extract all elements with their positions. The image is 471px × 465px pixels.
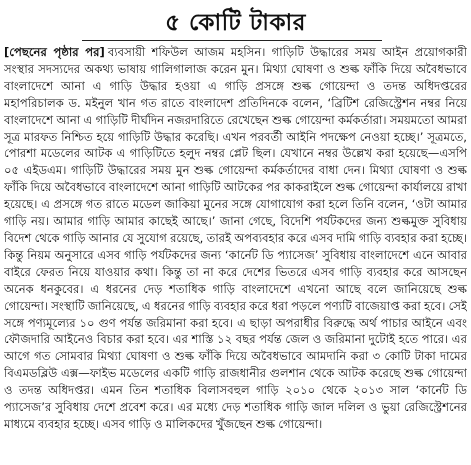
- news-clipping: [4, 4, 467, 461]
- headline-area: [4, 4, 467, 44]
- headline-rule: [82, 40, 382, 41]
- article-body: [4, 44, 467, 461]
- article-body-text: ব্যবসায়ী শফিউল আজম মহসিন। গাড়িটি উদ্ধারের সময় আইন প্রয়োগকারী সংস্থার সদস্যদের অকথ্য ভাষায় গালিগালাজ করেন মুন। মিথ্যা ঘোষণা ও শুল্ক ফাঁকি দিয়ে অবৈধভাবে বাংলাদেশে আনা এ গাড়ি উদ্ধার হওয়া এ গাড়ি প্রসঙ্গে শুল্ক গোয়েন্দা ও তদন্ত অধিদপ্তরের মহাপরিচালক ড. মইনুল খান গত রাতে বাংলাদেশ প্রতিদিনকে বলেন, ‘ব্রিটিশ রেজিস্ট্রেশন নম্বর নিয়ে বাংলাদেশে আনা এ গাড়িটি দীর্ঘদিন নজরদারিতে রেখেছেন শুল্ক গোয়েন্দা কর্মকর্তারা। সময়মতো আমরা সূত্র মারফত নিশ্চিত হয়ে গাড়িটি উদ্ধার করেছি। এখন পরবর্তী আইনি পদক্ষেপ নেওয়া হচ্ছে।’ সূত্রমতে, পোরশা মডেলের আটক এ গাড়িটিতে হলুদ নম্বর প্লেট ছিল। যেখানে নম্বর উল্লেখ করা হয়েছে—এসপি ০৫ এইডএম। গাড়িটি উদ্ধারের সময় মুন শুল্ক গোয়েন্দা কর্মকর্তাদের বাধা দেন। মিথ্যা ঘোষণা ও শুল্ক ফাঁকি দিয়ে অবৈধভাবে বাংলাদেশে আনা গাড়িটি আটকের পর কাকরাইলে শুল্ক গোয়েন্দা কার্যালয়ে রাখা হয়েছে। এ প্রসঙ্গে গত রাতে মডেল জাকিয়া মুনের সঙ্গে যোগাযোগ করা হলে তিনি বলেন, ‘ওটা আমার গাড়ি নয়। আমার গাড়ি আমার কাছেই আছে।’ জানা গেছে, বিদেশি পর্যটকদের জন্য শুল্কমুক্ত সুবিধায় বিদেশ থেকে গাড়ি আনার যে সুযোগ রয়েছে, তারই অপব্যবহার করে এসব দামি গাড়ি ব্যবহার করা হচ্ছে। কিন্তু নিয়ম অনুসারে এসব গাড়ি পর্যটকদের জন্য ‘কার্নেট ডি প্যাসেজ’ সুবিধায় বাংলাদেশে এনে আবার বাইরে ফেরত নিয়ে যাওয়ার কথা। কিন্তু তা না করে দেশের ভিতরে এসব গাড়ি ব্যবহার করে আসছেন অনেক ধনকুবের। এ ধরনের দেড় শতাধিক গাড়ি বাংলাদেশে এখনো আছে বলে জানিয়েছে শুল্ক গোয়েন্দা। সংস্থাটি জানিয়েছে, এ ধরনের গাড়ি ব্যবহার করে ধরা পড়লে পণ্যটি বাজেয়াপ্ত করা হবে। সেই সঙ্গে পণ্যমূল্যের ১০ গুণ পর্যন্ত জরিমানা করা হবে। এ ছাড়া অপরাধীর বিরুদ্ধে অর্থ পাচার আইনে এবং ফৌজদারি আইনেও বিচার করা হবে। এর শাস্তি ১২ বছর পর্যন্ত জেল ও জরিমানা দুটোই হতে পারে। এর আগে গত সোমবার মিথ্যা ঘোষণা ও শুল্ক ফাঁকি দিয়ে অবৈধভাবে আমদানি করা ৩ কোটি টাকা দামের বিএমডব্লিউ এক্স—ফাইভ মডেলের একটি গাড়ি রাজধানীর গুলশান থেকে আটক করেছে শুল্ক গোয়েন্দা ও তদন্ত অধিদপ্তর। এমন তিন শতাধিক বিলাসবহুল গাড়ি ২০১০ থেকে ২০১৩ সাল ‘কার্নেট ডি প্যাসেজ’র সুবিধায় দেশে প্রবেশ করে। এর মধ্যে দেড় শতাধিক গাড়ি জাল দলিল ও ভুয়া রেজিস্ট্রেশনের মাধ্যমে ব্যবহার হচ্ছে। এসব গাড়ি ও মালিকদের খুঁজছেন শুল্ক গোয়েন্দা।: [4, 45, 467, 431]
- headline: ৫ কোটি টাকার: [165, 10, 306, 36]
- continuation-label: [পেছনের পৃষ্ঠার পর]: [4, 45, 105, 59]
